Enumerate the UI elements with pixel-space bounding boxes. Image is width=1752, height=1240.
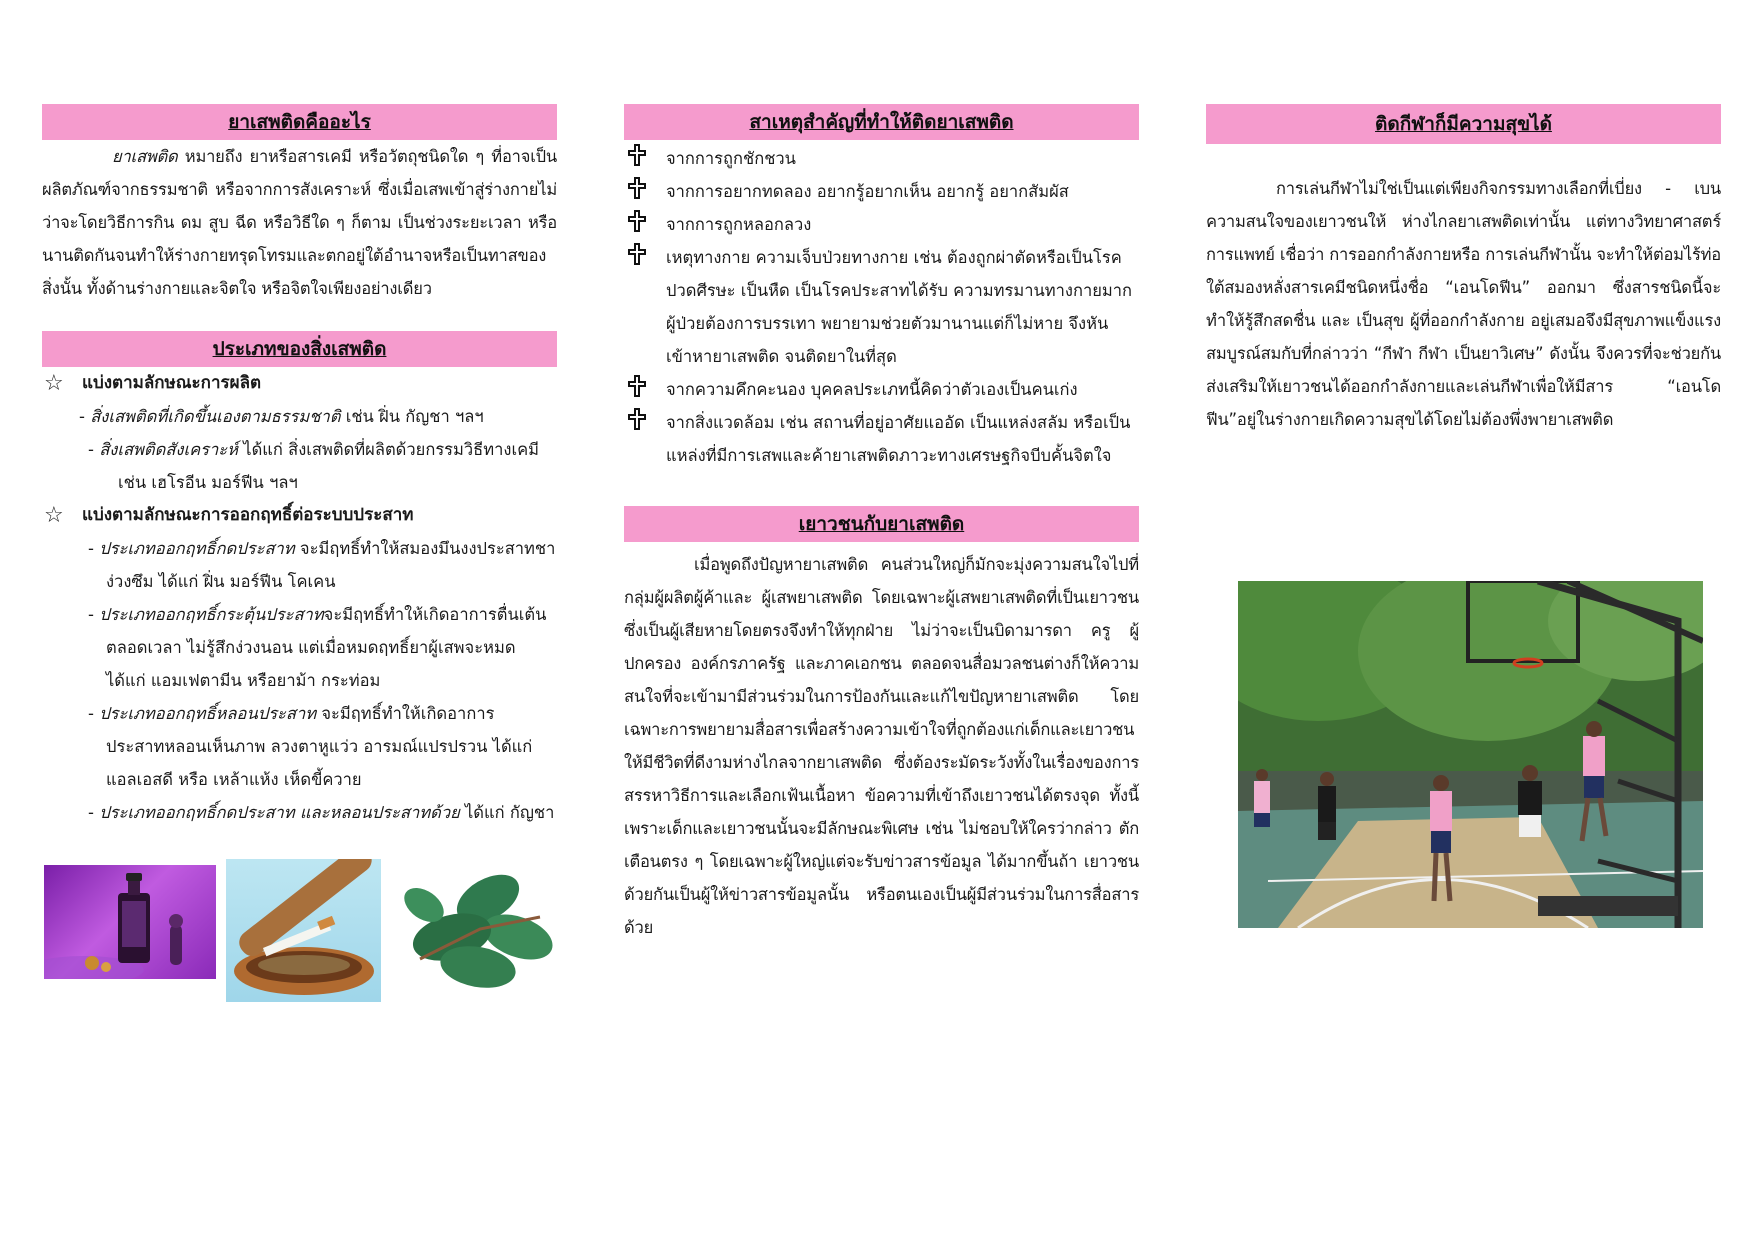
list-item: - ประเภทออกฤทธิ์กดประสาท และหลอนประสาทด้วย ได้แก่ กัญชา	[88, 803, 555, 822]
list-item: - สิ่งเสพติดสังเคราะห์ ได้แก่ สิ่งเสพติดที่ผลิตด้วยกรรมวิธีทางเคมี เช่น เฮโรอีน มอร์ฟีน ฯลฯ	[88, 440, 540, 492]
column-what-are-drugs	[42, 104, 557, 1009]
category-production-label: แบ่งตามลักษณะการผลิต	[82, 373, 262, 393]
definition-text: หมายถึง ยาหรือสารเคมี หรือวัตถุชนิดใด ๆ ที่อาจเป็นผลิตภัณฑ์จากธรรมชาติ หรือจากการสังเคราะห์ ซึ่งเมื่อเสพเข้าสู่ร่างกายไม่ว่าจะโดยวิธีการกิน ดม สูบ ฉีด หรือวิธีใด ๆ ก็ตาม เป็นช่วงระยะเวลา หรือนานติดกันจนทำให้ร่างกายทรุดโทรมและตกอยู่ใต้อำนาจหรือเป็นทาสของสิ่งนั้น ทั้งด้านร่างกายและจิตใจ หรือจิตใจเพียงอย่างเดียว	[42, 147, 557, 298]
category-nervous-effect	[42, 499, 557, 532]
category-nervous-effect-label: แบ่งตามลักษณะการออกฤทธิ์ต่อระบบประสาท	[82, 505, 414, 525]
list-item: - ประเภทออกฤทธิ์หลอนประสาท จะมีฤทธิ์ทำให้เกิดอาการประสาทหลอนเห็นภาพ ลวงตาหูแว่ว อารมณ์แปรปรวน ได้แก่ แอลเอสดี หรือ เหล้าแห้ง เห็ดขี้ควาย	[88, 704, 533, 789]
cause-item	[624, 373, 1139, 406]
vape-photo	[44, 865, 216, 979]
cross-icon	[628, 177, 646, 199]
column-sports	[1206, 104, 1721, 436]
drug-photos	[42, 859, 557, 1009]
cross-icon	[628, 408, 646, 430]
section-title-youth-and-drugs: เยาวชนกับยาเสพติด	[624, 506, 1139, 542]
item-text: ได้แก่ สิ่งเสพติดที่ผลิตด้วยกรรมวิธีทางเคมี เช่น เฮโรอีน มอร์ฟีน ฯลฯ	[118, 440, 540, 492]
item-term: ประเภทออกฤทธิ์หลอนประสาท	[99, 704, 317, 723]
tobacco-pipe-photo	[226, 859, 381, 1002]
sports-paragraph: การเล่นกีฬาไม่ใช่เป็นแต่เพียงกิจกรรมทางเลือกที่เบี่ยง - เบนความสนใจของเยาวชนให้ ห่างไกลยาเสพติดเท่านั้น แต่ทางวิทยาศาสตร์การแพทย์ เชื่อว่า การออกกำลังกายหรือ การเล่นกีฬานั้น จะทำให้ต่อมไร้ท่อใต้สมองหลั่งสารเคมีชนิดหนึ่งชื่อ “เอนโดฟีน” ออกมา ซึ่งสารชนิดนี้จะทำให้รู้สึกสดชื่น และ เป็นสุข ผู้ที่ออกกำลังกาย อยู่เสมอจึงมีสุขภาพแข็งแรง สมบูรณ์สมกับที่กล่าวว่า “กีฬา กีฬา เป็นยาวิเศษ” ดังนั้น จึงควรที่จะช่วยกันส่งเสริมให้เยาวชนได้ออกกำลังกายและเล่นกีฬาเพื่อให้มีสาร “เอนโดฟีน”อยู่ในร่างกายเกิดความสุขได้โดยไม่ต้องพึ่งพายาเสพติด	[1206, 179, 1721, 429]
cause-text: เหตุทางกาย ความเจ็บป่วยทางกาย เช่น ต้องถูกผ่าตัดหรือเป็นโรคปวดศีรษะ เป็นหืด เป็นโรคประสาทได้รับ ความทรมานทางกายมากผู้ป่วยต้องการบรรเทา พยายามช่วยตัวมานานแต่ก็ไม่หาย จึงหันเข้าหายาเสพติด จนติดยาในที่สุด	[666, 248, 1133, 366]
definition-term: ยาเสพติด	[112, 147, 178, 166]
cause-item	[624, 241, 1139, 373]
cross-icon	[628, 144, 646, 166]
cause-text: จากการอยากทดลอง อยากรู้อยากเห็น อยากรู้ อยากสัมผัส	[666, 182, 1069, 201]
item-term: ประเภทออกฤทธิ์กระตุ้นประสาท	[99, 605, 324, 624]
item-term: ประเภทออกฤทธิ์กดประสาท และหลอนประสาทด้วย	[99, 803, 460, 822]
list-item: - ประเภทออกฤทธิ์กดประสาท จะมีฤทธิ์ทำให้สมองมึนงงประสาทชา ง่วงซึม ได้แก่ ฝิ่น มอร์ฟีน โคเคน	[88, 539, 556, 591]
item-term: สิ่งเสพติดสังเคราะห์	[99, 440, 239, 459]
cause-text: จากความคึกคะนอง บุคคลประเภทนี้คิดว่าตัวเองเป็นคนเก่ง	[666, 380, 1078, 399]
item-term: สิ่งเสพติดที่เกิดขึ้นเองตามธรรมชาติ	[90, 407, 341, 426]
item-term: ประเภทออกฤทธิ์กดประสาท	[99, 539, 295, 558]
cause-item	[624, 175, 1139, 208]
section-title-drug-types: ประเภทของสิ่งเสพติด	[42, 331, 557, 367]
youth-paragraph: เมื่อพูดถึงปัญหายาเสพติด คนส่วนใหญ่ก็มักจะมุ่งความสนใจไปที่กลุ่มผู้ผลิตผู้ค้าและ ผู้เสพยาเสพติด โดยเฉพาะผู้เสพยาเสพติดที่เป็นเยาวชน ซึ่งเป็นผู้เสียหายโดยตรงจึงทำให้ทุกฝ่าย ไม่ว่าจะเป็นบิดามารดา ครู ผู้ปกครอง องค์กรภาครัฐ และภาคเอกชน ตลอดจนสื่อมวลชนต่างก็ให้ความสนใจที่จะเข้ามามีส่วนร่วมในการป้องกันและแก้ไขปัญหายาเสพติด โดยเฉพาะการพยายามสื่อสารเพื่อสร้างความเข้าใจที่ถูกต้องแก่เด็กและเยาวชนให้มีชีวิตที่ดีงามห่างไกลจากยาเสพติด ซึ่งต้องระมัดระวังทั้งในเรื่องของการสรรหาวิธีการและเลือกเฟ้นเนื้อหา ข้อความที่เข้าถึงเยาวชนได้ตรงจุด ทั้งนี้เพราะเด็กและเยาวชนนั้นจะมีลักษณะพิเศษ เช่น ไม่ชอบให้ใครว่ากล่าว ตักเตือนตรง ๆ โดยเฉพาะผู้ใหญ่แต่จะรับข่าวสารข้อมูล ได้มากขึ้นถ้า เยาวชนด้วยกันเป็นผู้ให้ข่าวสารข้อมูลนั้น หรือตนเองเป็นผู้มีส่วนร่วมในการสื่อสารด้วย	[624, 555, 1139, 937]
list-item: - สิ่งเสพติดที่เกิดขึ้นเองตามธรรมชาติ เช่น ฝิ่น กัญชา ฯลฯ	[79, 407, 484, 426]
kratom-leaf-photo	[400, 859, 555, 999]
section-title-what-are-drugs: ยาเสพติดคืออะไร	[42, 104, 557, 140]
item-text: เช่น ฝิ่น กัญชา ฯลฯ	[340, 407, 484, 426]
category-production	[42, 367, 557, 400]
item-text: ได้แก่ กัญชา	[459, 803, 555, 822]
definition-paragraph	[42, 140, 557, 305]
cause-text: จากสิ่งแวดล้อม เช่น สถานที่อยู่อาศัยแออัด เป็นแหล่งสลัม หรือเป็นแหล่งที่มีการเสพและค้ายาเสพติดภาวะทางเศรษฐกิจบีบคั้นจิตใจ	[666, 413, 1131, 465]
basketball-photo	[1238, 581, 1703, 928]
cause-text: จากการถูกชักชวน	[666, 149, 796, 168]
section-title-sports-happiness: ติดกีฬาก็มีความสุขได้	[1206, 104, 1721, 144]
item-text: จะมีฤทธิ์ทำให้เกิดอาการตื่นเต้น ตลอดเวลา ไม่รู้สึกง่วงนอน แต่เมื่อหมดฤทธิ์ยาผู้เสพจะหมด ได้แก่ แอมเฟตามีน หรือยาม้า กระท่อม	[106, 605, 547, 690]
cause-text: จากการถูกหลอกลวง	[666, 215, 812, 234]
cause-item	[624, 142, 1139, 175]
star-outline-icon: ☆	[44, 371, 64, 396]
section-title-causes: สาเหตุสำคัญที่ทำให้ติดยาเสพติด	[624, 104, 1139, 140]
item-text: จะมีฤทธิ์ทำให้เกิดอาการประสาทหลอนเห็นภาพ ลวงตาหูแว่ว อารมณ์แปรปรวน ได้แก่ แอลเอสดี หรือ เหล้าแห้ง เห็ดขี้ควาย	[106, 704, 533, 789]
cause-item	[624, 406, 1139, 472]
item-text: จะมีฤทธิ์ทำให้สมองมึนงงประสาทชา ง่วงซึม ได้แก่ ฝิ่น มอร์ฟีน โคเคน	[106, 539, 556, 591]
star-outline-icon: ☆	[44, 503, 64, 528]
column-causes	[624, 104, 1139, 944]
cross-icon	[628, 210, 646, 232]
cross-icon	[628, 375, 646, 397]
list-item: - ประเภทออกฤทธิ์กระตุ้นประสาทจะมีฤทธิ์ทำให้เกิดอาการตื่นเต้น ตลอดเวลา ไม่รู้สึกง่วงนอน แต่เมื่อหมดฤทธิ์ยาผู้เสพจะหมด ได้แก่ แอมเฟตามีน หรือยาม้า กระท่อม	[88, 605, 547, 690]
cause-item	[624, 208, 1139, 241]
cross-icon	[628, 243, 646, 265]
